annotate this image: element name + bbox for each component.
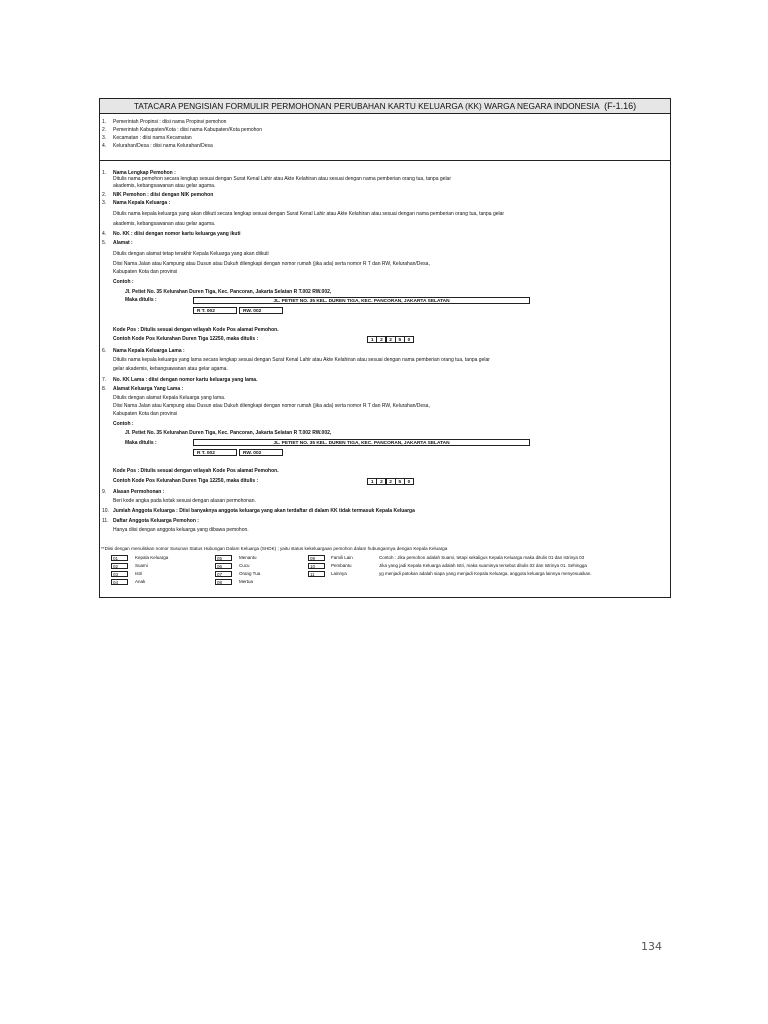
postal-code-digits-2 (368, 478, 414, 485)
postal-code-text: Kode Pos : Ditulis sesuai dengan wilayah Kode Pos alamat Pemohon. (113, 327, 279, 333)
example-label: Contoh : (113, 421, 134, 427)
address-example-box: JL. PETIET NO. 35 KEL. DUREN TIGA, KEC. PANCORAN, JAKARTA SELATAN (193, 297, 530, 304)
postal-digit: 2 (376, 478, 386, 485)
shdk-label: Cucu (239, 563, 250, 568)
item-title: Daftar Anggota Keluarga Pemohon : (113, 518, 199, 524)
shdk-example-line: yg menjadi patokan adalah siapa yang menjadi Kepala Keluarga, anggota keluarga lainnya menyesuaikan. (379, 571, 592, 576)
shdk-code: 08 (215, 579, 232, 585)
postal-code-example: Contoh Kode Pos Kelurahan Duren Tiga 12250, maka ditulis : (113, 478, 259, 484)
example-address: Jl. Petiet No. 35 Kelurahan Duren Tiga, Kec. Pancoran, Jakarta Selatan R T.002 RW.002, (125, 430, 332, 436)
rw-example-box: RW. 002 (239, 449, 283, 456)
item-num: 11. (102, 518, 109, 524)
item-num: 1. (102, 170, 107, 176)
item-num: 8. (102, 386, 107, 392)
shdk-label: Mertua (239, 579, 254, 584)
header-item-num: 2. (102, 127, 107, 133)
shdk-note: **Diisi dengan menuliskan nomor Susunan Status Hubungan Dalam Keluarga (SHDK) ; yaitu status kekeluargaan pemohon dalam hubungannya dengan Kepala Keluarga (101, 546, 448, 551)
postal-digit: 1 (367, 478, 377, 485)
item-title: Nama Kepala Keluarga : (113, 200, 171, 206)
item-num: 9. (102, 489, 107, 495)
postal-digit: 2 (386, 336, 396, 343)
form-title-bar (100, 99, 670, 114)
item-text: Kabupaten Kota dan provinsi (113, 269, 178, 275)
header-item-text: Pemerintah Kabupaten/Kota : diisi nama Kabupaten/Kota pemohon (113, 127, 262, 133)
rw-example-box: RW. 002 (239, 307, 283, 314)
item-text: akademis, kebangsawanan atau gelar agama. (113, 221, 216, 227)
item-num: 10. (102, 508, 109, 514)
shdk-label: Menantu (239, 555, 257, 560)
shdk-code: 03 (111, 571, 128, 577)
item-title: Alamat : (113, 240, 133, 246)
example-label: Contoh : (113, 279, 134, 285)
item-text: Ditulis nama kepala keluarga yang akan diikuti secara lengkap sesuai dengan Surat Kenal Lahir atau Akte Kelahiran atau sesuai dengan nama pemberian orang tua, tanpa gelar (113, 211, 505, 217)
shdk-code: 11 (308, 571, 325, 577)
postal-digit: 1 (367, 336, 377, 343)
item-text: gelar akademis, kebangsawanan atau gelar agama. (113, 366, 228, 372)
rt-example-box: R T. 002 (193, 307, 237, 314)
item-title: Nama Lengkap Pemohon : (113, 170, 176, 176)
item-text: Ditulis nama pemohon secara lengkap sesuai dengan Surat Kenal Lahir atau Akte Kelahiran atau sesuai dengan nama pemberian orang tua, tanpa gelar (113, 176, 452, 182)
shdk-label: Lainnya (331, 571, 347, 576)
postal-code-digits-1 (368, 336, 414, 343)
item-title: Nama Kepala Keluarga Lama : (113, 348, 185, 354)
shdk-code: 04 (111, 579, 128, 585)
written-as-label: Maka ditulis : (125, 440, 157, 446)
postal-digit: 2 (386, 478, 396, 485)
shdk-label: Anak (135, 579, 146, 584)
header-item-num: 3. (102, 135, 107, 141)
shdk-label: Istri (135, 571, 143, 576)
page-number: 134 (641, 940, 662, 953)
shdk-label: Orang Tua (239, 571, 261, 576)
shdk-label: Kepala Keluarga (135, 555, 169, 560)
item-num: 2. (102, 192, 107, 198)
address-example-box: JL. PETIET NO. 35 KEL. DUREN TIGA, KEC. PANCORAN, JAKARTA SELATAN (193, 439, 530, 446)
header-item-text: Kecamatan : diisi nama Kecamatan (113, 135, 192, 141)
item-num: 6. (102, 348, 107, 354)
shdk-code: 02 (111, 563, 128, 569)
item-text: Ditulis dengan alamat tetap terakhir Kepala Keluarga yang akan diikuti (113, 251, 269, 257)
rt-example-box: R T. 002 (193, 449, 237, 456)
item-text: Ditulis dengan alamat Kepala Keluarga yang lama. (113, 395, 226, 401)
section-divider (100, 160, 670, 161)
postal-digit: 5 (395, 478, 405, 485)
item-title: No. KK Lama : diisi dengan nomor kartu keluarga yang lama. (113, 377, 258, 383)
postal-digit: 0 (404, 336, 414, 343)
postal-digit: 5 (395, 336, 405, 343)
postal-code-text: Kode Pos : Ditulis sesuai dengan wilayah Kode Pos alamat Pemohon. (113, 468, 279, 474)
item-title: Alasan Permohonan : (113, 489, 165, 495)
shdk-label: Famili Lain (331, 555, 353, 560)
item-num: 5. (102, 240, 107, 246)
item-title: Alamat Keluarga Yang Lama : (113, 386, 184, 392)
shdk-label: Pembantu (331, 563, 352, 568)
item-text: Ditulis nama kepala keluarga yang lama secara lengkap sesuai dengan Surat Kenal Lahir atau Akte Kelahiran atau sesuai dengan nama pemberian orang tua, tanpa gelar (113, 357, 490, 363)
written-as-label: Maka ditulis : (125, 297, 157, 303)
header-item-num: 1. (102, 119, 107, 125)
header-item-num: 4. (102, 143, 107, 149)
form-code: (F-1.16) (604, 101, 637, 111)
item-title: No. KK : diisi dengan nomor kartu keluarga yang ikuti (113, 231, 241, 237)
item-num: 3. (102, 200, 107, 206)
form-title: TATACARA PENGISIAN FORMULIR PERMOHONAN PERUBAHAN KARTU KELUARGA (KK) WARGA NEGARA INDONESIA (133, 101, 600, 111)
item-text: akademis, kebangsawanan atau gelar agama. (113, 183, 216, 189)
example-address: Jl. Petiet No. 35 Kelurahan Duren Tiga, Kec. Pancoran, Jakarta Selatan R T.002 RW.002, (125, 289, 332, 295)
shdk-code: 06 (215, 563, 232, 569)
shdk-example-line: Jika yang jadi Kepala Keluarga adalah Istri, maka suaminya tersebut ditulis 02 dan Istrinya 01. Sehingga (379, 563, 587, 568)
postal-code-example: Contoh Kode Pos Kelurahan Duren Tiga 12250, maka ditulis : (113, 336, 259, 342)
shdk-code: 07 (215, 571, 232, 577)
item-text: Beri kode angka pada kotak sesuai dengan alasan permohonan. (113, 498, 256, 504)
shdk-code: 01 (111, 555, 128, 561)
item-title: NIK Pemohon : diisi dengan NIK pemohon (113, 192, 214, 198)
shdk-code: 10 (308, 563, 325, 569)
postal-digit: 2 (376, 336, 386, 343)
header-item-text: Kelurahan/Desa : diisi nama Kelurahan/Desa (113, 143, 213, 149)
shdk-code: 09 (308, 555, 325, 561)
shdk-example-line: Contoh : Jika pemohon adalah Suami, tetapi sekaligus Kepala Keluarga maka ditulis 01 dan Istrinya 03 (379, 555, 585, 560)
item-num: 7. (102, 377, 107, 383)
item-text: Diisi Nama Jalan atau Kampung atau Dusun atau Dukuh dilengkapi dengan nomor rumah (jika ada) serta nomor R T dan RW, Kelurahan/Desa, (113, 403, 430, 409)
shdk-code: 05 (215, 555, 232, 561)
item-text: Kabupaten Kota dan provinsi (113, 411, 178, 417)
postal-digit: 0 (404, 478, 414, 485)
shdk-label: Suami (135, 563, 148, 568)
item-num: 4. (102, 231, 107, 237)
item-title: Jumlah Anggota Keluarga : Diisi banyaknya anggota keluarga yang akan terdaftar di dalam KK tidak termasuk Kepala Keluarga (113, 508, 415, 514)
form-frame (99, 98, 671, 598)
header-item-text: Pemerintah Propinsi : diisi nama Propinsi pemohon (113, 119, 227, 125)
item-text: Hanya diisi dengan anggota keluarga yang dibawa pemohon. (113, 527, 249, 533)
item-text: Diisi Nama Jalan atau Kampung atau Dusun atau Dukuh dilengkapi dengan nomor rumah (jika ada) serta nomor R T dan RW, Kelurahan/Desa, (113, 261, 430, 267)
